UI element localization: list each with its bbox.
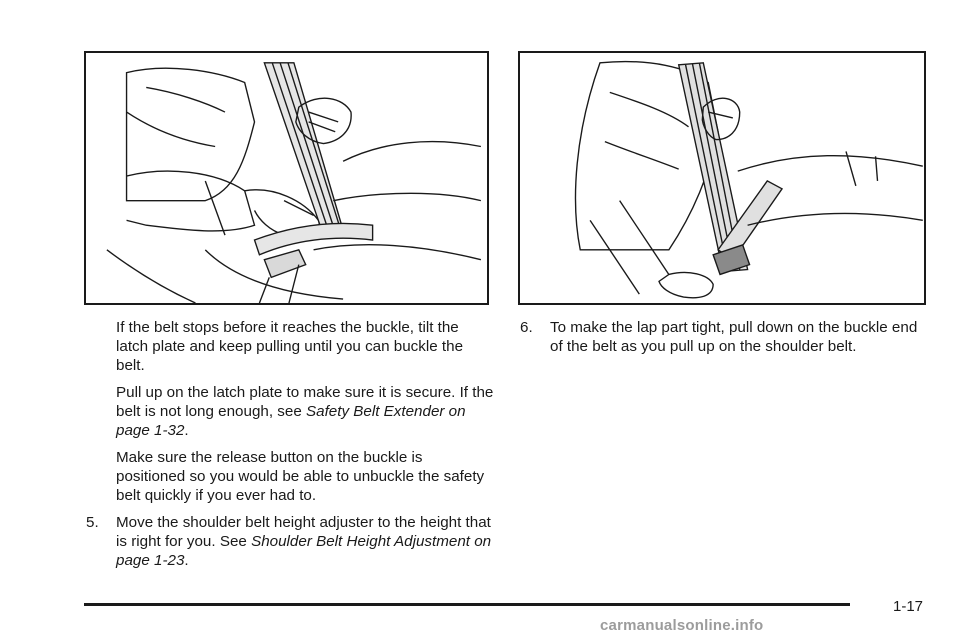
step-number: 5.: [86, 514, 99, 531]
link-shoulder-belt-height[interactable]: Shoulder Belt Height Adjustment on page 1-23: [116, 533, 492, 569]
period: .: [184, 552, 189, 569]
tighten-belt-drawing: [520, 53, 924, 303]
figure-latch-plate-illustration: [84, 51, 489, 305]
page-number: 1-17: [893, 598, 924, 615]
latch-plate-drawing: [86, 53, 487, 303]
paragraph-release-button: Make sure the release button on the buckle is positioned so you would be able to unbuckle the safety belt quickly if you ever had to.: [116, 449, 485, 504]
step-5: [86, 513, 494, 570]
step-text: Move the shoulder belt height adjuster to the height that is right for you. See: [116, 514, 491, 550]
left-text-column: [86, 318, 494, 578]
right-text-column: [520, 318, 928, 364]
paragraph-tilt-latch: If the belt stops before it reaches the buckle, tilt the latch plate and keep pulling until you can buckle the belt.: [116, 319, 464, 374]
footer-rule: [84, 603, 850, 606]
step-number: 6.: [520, 319, 533, 336]
figure-tighten-lap-belt-illustration: [518, 51, 926, 305]
step-6: [520, 318, 928, 356]
paragraph-pull-up-latch: [86, 383, 494, 440]
step-text: To make the lap part tight, pull down on the buckle end of the belt as you pull up on the shoulder belt.: [550, 319, 918, 355]
link-safety-belt-extender[interactable]: Safety Belt Extender on page 1-32: [116, 403, 466, 439]
paragraph-text: Pull up on the latch plate to make sure it is secure. If the belt is not long enough, see: [116, 384, 494, 420]
period: .: [184, 422, 189, 439]
watermark: carmanualsonline.info: [600, 617, 764, 634]
